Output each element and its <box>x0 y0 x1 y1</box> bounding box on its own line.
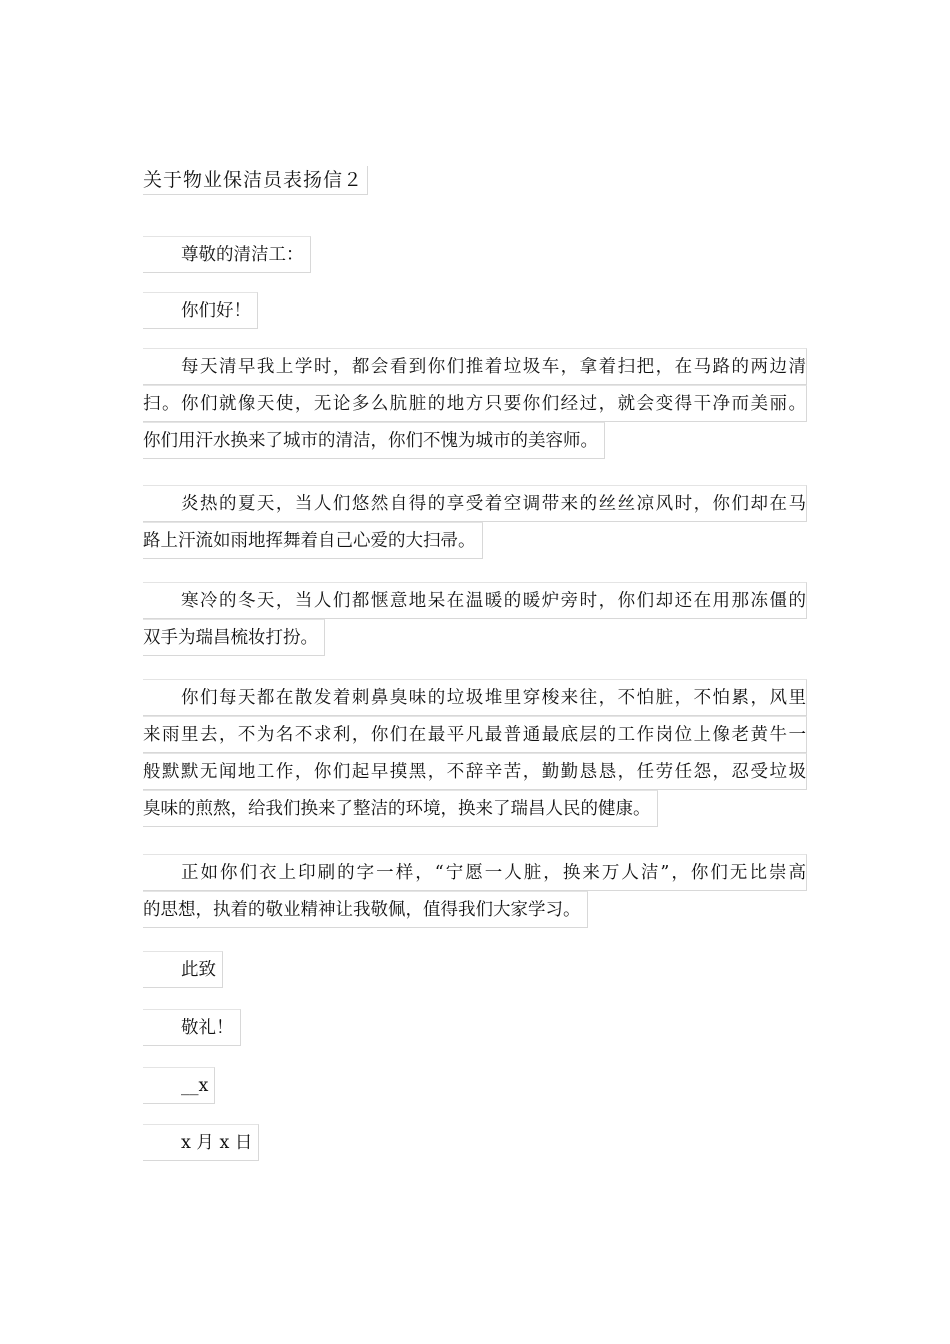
signature <box>143 1067 807 1118</box>
paragraph-1-line-3: 你们用汗水换来了城市的清洁，你们不愧为城市的美容师。 <box>143 422 605 459</box>
paragraph-5-line-2: 的思想，执着的敬业精神让我敬佩，值得我们大家学习。 <box>143 891 588 928</box>
paragraph-4-line-4: 臭味的煎熬，给我们换来了整洁的环境，换来了瑞昌人民的健康。 <box>143 790 658 827</box>
closing-2-line: 敬礼！ <box>143 1009 241 1046</box>
paragraph-2-line-2: 路上汗流如雨地挥舞着自己心爱的大扫帚。 <box>143 522 483 559</box>
date-line: x 月 x 日 <box>143 1124 259 1161</box>
salutation-line: 尊敬的清洁工： <box>143 236 311 273</box>
paragraph-4 <box>143 679 807 841</box>
paragraph-3-line-1: 寒冷的冬天，当人们都惬意地呆在温暖的暖炉旁时，你们却还在用那冻僵的 <box>143 582 807 619</box>
paragraph-1 <box>143 348 807 473</box>
document-title: 关于物业保洁员表扬信２ <box>143 166 368 195</box>
signature-line: __x <box>143 1067 215 1104</box>
paragraph-4-line-2: 来雨里去，不为名不求利，你们在最平凡最普通最底层的工作岗位上像老黄牛一 <box>143 716 807 753</box>
closing-1-line: 此致 <box>143 951 223 988</box>
paragraph-5 <box>143 854 807 942</box>
closing-2 <box>143 1009 807 1060</box>
greeting-line: 你们好！ <box>143 292 258 329</box>
paragraph-3 <box>143 582 807 670</box>
paragraph-5-line-1: 正如你们衣上印刷的字一样，“宁愿一人脏，换来万人洁”，你们无比崇高 <box>143 854 807 891</box>
paragraph-4-line-1: 你们每天都在散发着刺鼻臭味的垃圾堆里穿梭来往，不怕脏，不怕累，风里 <box>143 679 807 716</box>
paragraph-1-line-2: 扫。你们就像天使，无论多么肮脏的地方只要你们经过，就会变得干净而美丽。 <box>143 385 807 422</box>
salutation <box>143 236 807 287</box>
paragraph-3-line-2: 双手为瑞昌梳妆打扮。 <box>143 619 325 656</box>
closing-1 <box>143 951 807 1002</box>
date <box>143 1124 807 1175</box>
paragraph-2 <box>143 485 807 573</box>
paragraph-4-line-3: 般默默无闻地工作，你们起早摸黑，不辞辛苦，勤勤恳恳，任劳任怨，忍受垃圾 <box>143 753 807 790</box>
greeting <box>143 292 807 343</box>
paragraph-1-line-1: 每天清早我上学时，都会看到你们推着垃圾车，拿着扫把，在马路的两边清 <box>143 348 807 385</box>
paragraph-2-line-1: 炎热的夏天，当人们悠然自得的享受着空调带来的丝丝凉风时，你们却在马 <box>143 485 807 522</box>
